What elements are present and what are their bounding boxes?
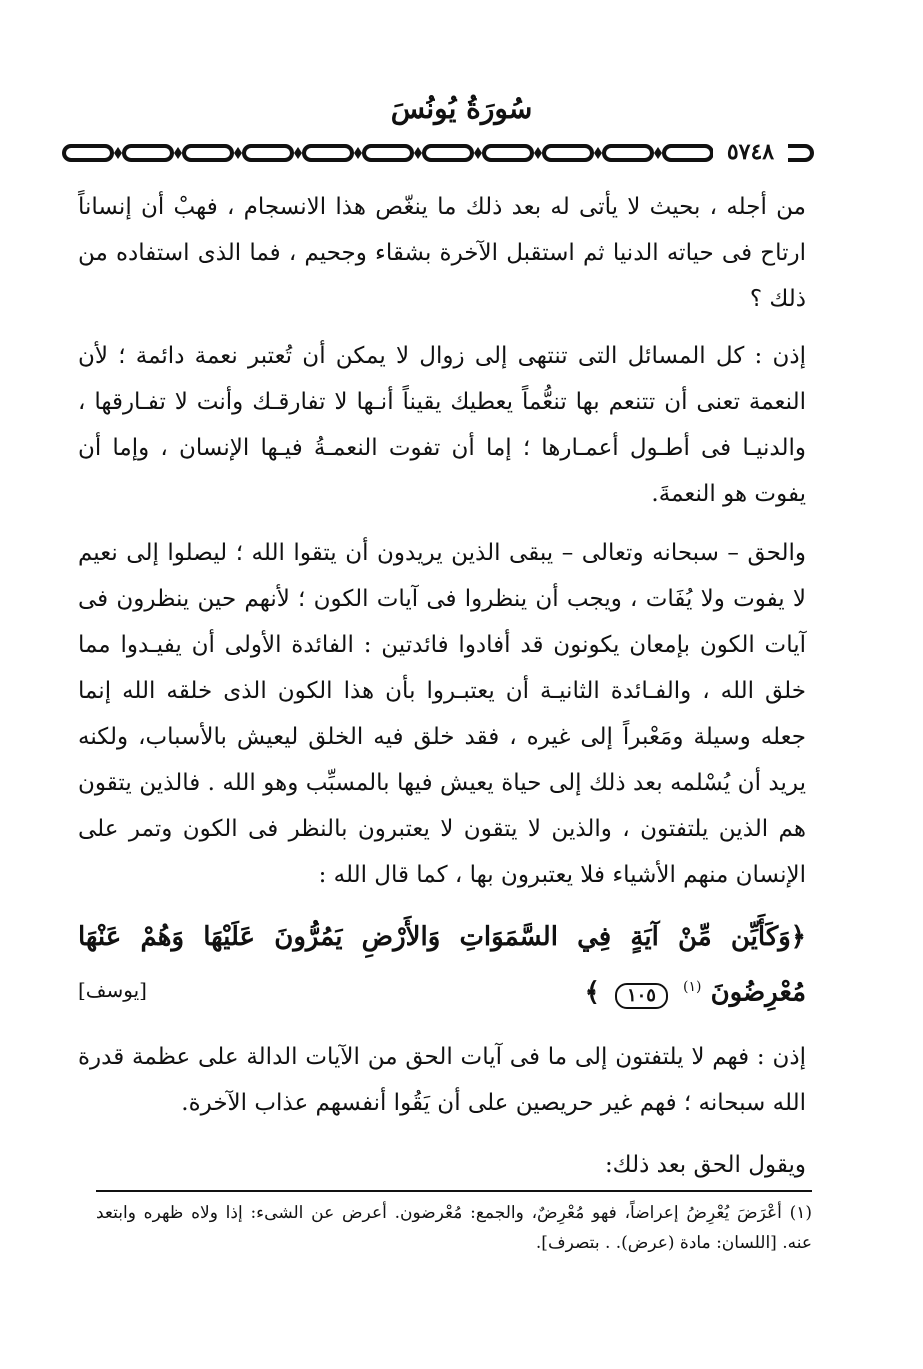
footnote-mark: (١)	[683, 979, 702, 995]
verse-line-1: ﴿وَكَأَيِّن مِّنْ آيَةٍ فِي السَّمَوَاتِ وَالأَرْضِ يَمُرُّونَ عَلَيْهَا وَهُمْ عَنْهَا	[78, 922, 806, 952]
paragraph-4: إذن : فهم لا يلتفتون إلى ما فى آيات الحق من الآيات الدالة على عظمة قدرة الله سبحانه ؛ فهم غير حريصين على أن يَقُوا أنفسهم عذاب الآخرة.	[78, 1044, 806, 1116]
verse-close-bracket: ﴾	[584, 977, 600, 1008]
header-ornament	[60, 142, 820, 164]
surah-reference: [يوسف]	[78, 977, 147, 1002]
footnote-divider	[96, 1190, 812, 1192]
paragraph-5: ويقول الحق بعد ذلك:	[604, 1152, 806, 1178]
paragraph-1: من أجله ، بحيث لا يأتى له بعد ذلك ما ينغّص هذا الانسجام ، فهبْ أن إنساناً ارتاح فى حياته الدنيا ثم استقبل الآخرة بشقاء وجحيم ، فما الذى استفاده من ذلك ؟	[78, 194, 806, 312]
quran-verse	[78, 912, 806, 1018]
verse-line-2-text	[585, 962, 806, 1018]
page-number: ٥٧٤٨	[713, 138, 788, 166]
footnote-text: (١) أعْرَضَ يُعْرِضُ إعراضاً، فهو مُعْرِضٌ، والجمع: مُعْرضون. أعرض عن الشىء: إذا ولاه ظهره وابتعد عنه. [اللسان: مادة (عرض). . بتصرف].	[96, 1203, 812, 1253]
surah-title: سُورَةُ يُونُسَ	[390, 92, 533, 125]
verse-number-marker: ١٠٥	[615, 983, 668, 1009]
verse-line-2	[78, 962, 806, 1018]
paragraph-3: والحق – سبحانه وتعالى – يبقى الذين يريدون أن يتقوا الله ؛ ليصلوا إلى نعيم لا يفوت ولا يُفَات ، ويجب أن ينظروا فى آيات الكون ؛ لأنهم حين ينظرون فى آيات الكون بإمعان يكونون قد أفادوا فائدتين : الفائدة الأولى أن يفيـدوا مما خلق الله ، والفـائدة الثانيـة أن يعتبـروا بأن هذا الكون الذى خلقه الله إنما جعله وسيلة ومَعْبراً إلى غيره ، فقد خلق فيه الخلق ليعيش بالأسباب، ولكنه يريد أن يُسْلمه بعد ذلك إلى حياة يعيش فيها بالمسبِّب وهو الله . فالذين يتقون هم الذين يلتفتون ، والذين لا يتقون لا يعتبرون بالنظر فى الكون وتمر على الإنسان منهم الأشياء فلا يعتبرون بها ، كما قال الله :	[78, 540, 806, 888]
verse-word: مُعْرِضُونَ	[710, 977, 806, 1008]
paragraph-2: إذن : كل المسائل التى تنتهى إلى زوال لا يمكن أن تُعتبر نعمة دائمة ؛ لأن النعمة تعنى أن تتنعم بها تنعُّماً يعطيك يقيناً أنـها لا تفارقـك وأنت لا تفـارقها ، والدنيـا فى أطـول أعمـارها ؛ إما أن تفوت النعمـةُ فيـها الإنسان ، وإما أن يفوت هو النعمةَ.	[78, 343, 806, 507]
